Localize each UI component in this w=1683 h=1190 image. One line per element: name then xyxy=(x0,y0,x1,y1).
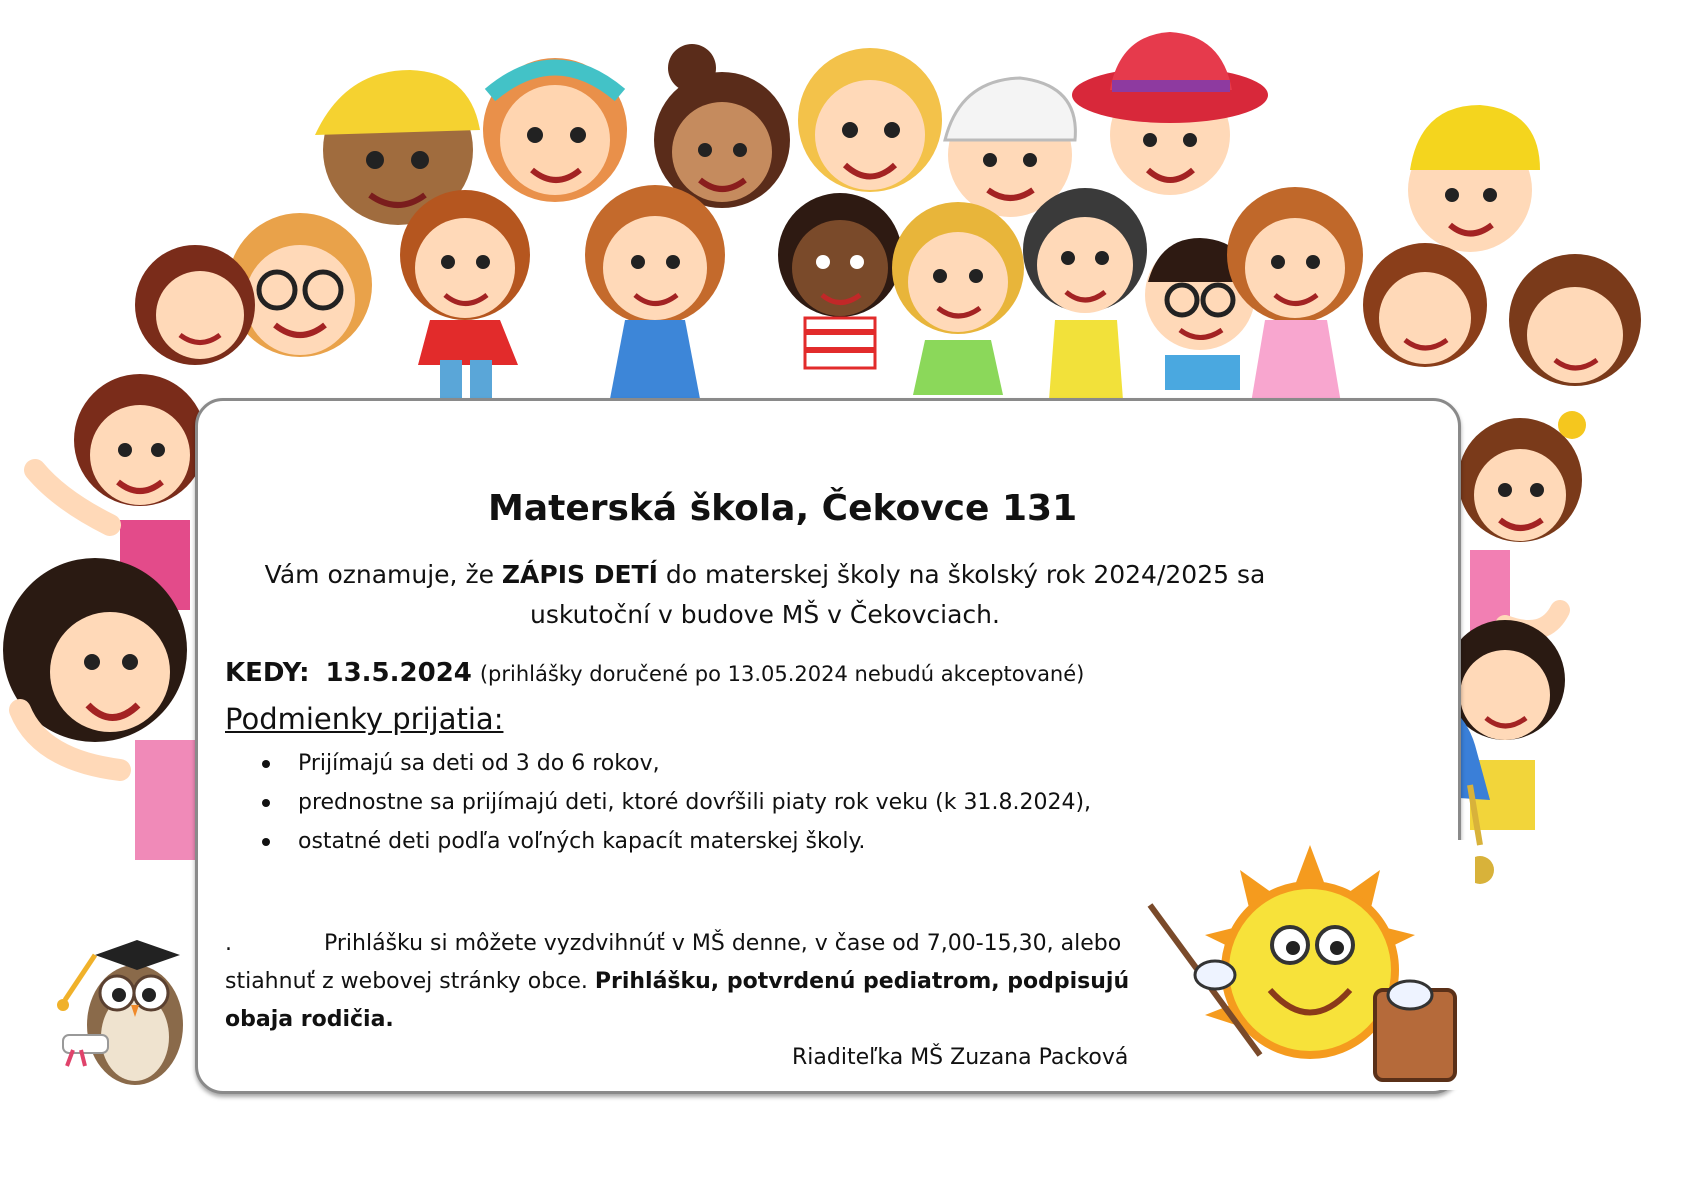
child-head-teal-headband xyxy=(483,58,627,202)
application-dot: . xyxy=(225,931,232,956)
signature: Riaditeľka MŠ Zuzana Packová xyxy=(792,1045,1129,1070)
page-title: Materská škola, Čekovce 131 xyxy=(488,488,1078,529)
intro-text-end: do materskej školy na školský rok 2024/2025 sa uskutoční v budove MŠ v Čekovciach. xyxy=(530,560,1266,629)
application-paragraph xyxy=(225,925,1145,1039)
date-line xyxy=(225,658,1084,688)
child-head-blonde xyxy=(798,48,942,192)
child-right-thumbs xyxy=(1458,411,1586,640)
list-item: ostatné deti podľa voľných kapacít materskej školy. xyxy=(258,822,1091,861)
conditions-heading: Podmienky prijatia: xyxy=(225,702,504,736)
child-left-curly xyxy=(3,558,195,860)
date-label: KEDY: xyxy=(225,658,310,688)
application-bold-text: Prihlášku, potvrdenú pediatrom, podpisujú obaja rodičia. xyxy=(225,969,1130,1032)
child-head-bun xyxy=(654,44,790,208)
date-value: 13.5.2024 xyxy=(325,658,472,688)
child-body-braids xyxy=(892,202,1024,395)
conditions-list xyxy=(258,744,1091,861)
intro-paragraph xyxy=(215,555,1315,635)
list-item: Prijímajú sa deti od 3 do 6 rokov, xyxy=(258,744,1091,783)
child-head-red-hat xyxy=(1072,32,1268,195)
application-text: Prihlášku si môžete vyzdvihnúť v MŠ denne, v čase od 7,00-15,30, alebo stiahnuť z webovej stránky obce. xyxy=(225,931,1122,994)
graduation-owl-icon xyxy=(45,925,190,1090)
sun-teacher-icon xyxy=(1145,840,1475,1090)
child-head-right-edge xyxy=(1363,243,1487,367)
date-note: (prihlášky doručené po 13.05.2024 nebudú akceptované) xyxy=(479,662,1085,686)
child-head-yellow-cap-right xyxy=(1408,105,1540,252)
intro-text-start: Vám oznamuje, že xyxy=(264,560,502,589)
intro-emphasis: ZÁPIS DETÍ xyxy=(501,560,658,589)
child-head-far-right xyxy=(1509,254,1641,386)
child-head-brown-left xyxy=(135,245,255,365)
list-item: prednostne sa prijímajú deti, ktoré dovŕšili piaty rok veku (k 31.8.2024), xyxy=(258,783,1091,822)
